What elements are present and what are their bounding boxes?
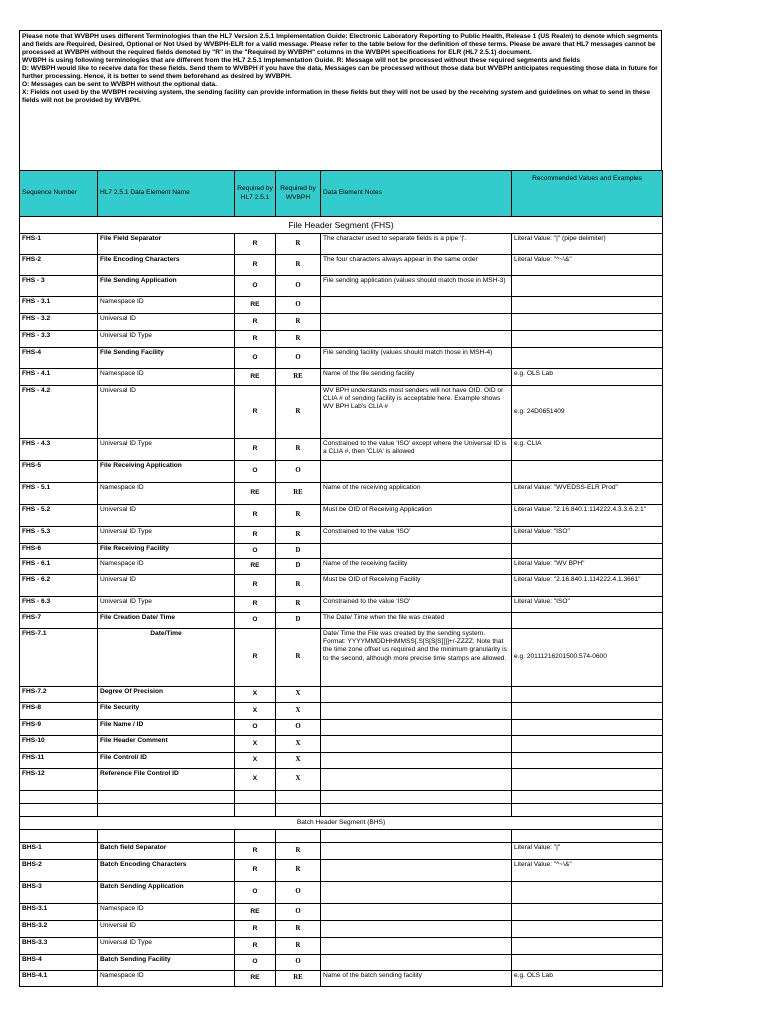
table-row xyxy=(20,544,663,559)
sequence-number-cell: FHS - 6.2 xyxy=(20,575,98,597)
required-hl7-cell: R xyxy=(235,575,276,597)
recommended-values-cell xyxy=(512,921,663,938)
sequence-number-cell: FHS-7.2 xyxy=(20,687,98,703)
recommended-values-cell xyxy=(512,882,663,904)
sequence-number-cell: FHS-6 xyxy=(20,544,98,559)
table-row xyxy=(20,255,663,276)
recommended-values-cell xyxy=(512,938,663,955)
recommended-values-cell: Literal Value: "2.16.840.1.114222.4.1.3661" xyxy=(512,575,663,597)
empty-cell xyxy=(321,804,512,817)
required-hl7-cell: O xyxy=(235,544,276,559)
element-name-cell: Batch Sending Facility xyxy=(98,955,235,971)
table-row xyxy=(20,527,663,544)
table-row xyxy=(20,234,663,255)
required-wvbph-cell: X xyxy=(276,769,321,791)
required-hl7-cell: RE xyxy=(235,369,276,386)
recommended-values-cell xyxy=(512,297,663,314)
element-notes-cell xyxy=(321,882,512,904)
table-row xyxy=(20,736,663,753)
table-row xyxy=(20,597,663,613)
required-hl7-cell: RE xyxy=(235,904,276,921)
element-name-cell: File Creation Date/ Time xyxy=(98,613,235,629)
table-row xyxy=(20,559,663,575)
element-notes-cell xyxy=(321,703,512,720)
note-paragraph: WVBPH is using following terminologies that are different from the HL7 2.5.1 Implementation Guide. R: Message will not be processed without these required segments and fields xyxy=(22,57,580,65)
recommended-values-cell xyxy=(512,461,663,483)
table-row xyxy=(20,629,663,687)
sequence-number-cell: FHS-11 xyxy=(20,753,98,769)
element-notes-cell: Name of the receiving facility xyxy=(321,559,512,575)
element-name-cell: Namespace ID xyxy=(98,559,235,575)
sequence-number-cell: FHS-1 xyxy=(20,234,98,255)
recommended-values-cell xyxy=(512,687,663,703)
element-name-cell: Batch Encoding Characters xyxy=(98,860,235,882)
required-wvbph-cell: R xyxy=(276,331,321,348)
required-hl7-cell: R xyxy=(235,314,276,331)
required-wvbph-cell: RE xyxy=(276,369,321,386)
sequence-number-cell: FHS - 3.1 xyxy=(20,297,98,314)
recommended-values-cell: Literal Value: "2.16.840.1.114222.4.3.3.6.2.1" xyxy=(512,505,663,527)
sequence-number-cell: FHS - 4.3 xyxy=(20,439,98,461)
sequence-number-cell: BHS-1 xyxy=(20,843,98,860)
recommended-values-cell: Literal Value: "ISO" xyxy=(512,527,663,544)
empty-cell xyxy=(235,830,276,843)
element-notes-cell: WV BPH understands most senders will not have OID. OID or CLIA # of sending facility is acceptable here. Example shows WV BPH Lab's CLIA # xyxy=(321,386,512,439)
table-row xyxy=(20,860,663,882)
recommended-values-cell: e.g. CLIA xyxy=(512,439,663,461)
hl7-element-table xyxy=(19,170,663,987)
sequence-number-cell: FHS - 6.1 xyxy=(20,559,98,575)
empty-cell xyxy=(20,830,98,843)
empty-cell xyxy=(20,804,98,817)
note-paragraph: O: Messages can be sent to WVBPH without the optional data. xyxy=(22,81,217,89)
table-row xyxy=(20,439,663,461)
recommended-values-cell xyxy=(512,331,663,348)
segment-title-row xyxy=(20,817,663,830)
element-name-cell: Namespace ID xyxy=(98,483,235,505)
element-name-cell: Universal ID xyxy=(98,505,235,527)
table-row xyxy=(20,843,663,860)
sequence-number-cell: FHS - 3.2 xyxy=(20,314,98,331)
segment-title-row xyxy=(20,217,663,234)
element-name-cell: File Encoding Characters xyxy=(98,255,235,276)
element-notes-cell xyxy=(321,687,512,703)
required-hl7-cell: R xyxy=(235,234,276,255)
sequence-number-cell: BHS-3.3 xyxy=(20,938,98,955)
required-wvbph-cell: D xyxy=(276,613,321,629)
required-hl7-cell: X xyxy=(235,736,276,753)
table-row xyxy=(20,369,663,386)
recommended-values-cell xyxy=(512,955,663,971)
recommended-values-cell xyxy=(512,613,663,629)
empty-cell xyxy=(20,791,98,804)
element-name-cell: Namespace ID xyxy=(98,297,235,314)
element-name-cell: File Sending Facility xyxy=(98,348,235,369)
table-row xyxy=(20,483,663,505)
segment-title-bhs: Batch Header Segment (BHS) xyxy=(20,817,663,830)
element-name-cell: File Receiving Application xyxy=(98,461,235,483)
element-name-cell: File Header Comment xyxy=(98,736,235,753)
required-wvbph-cell: RE xyxy=(276,483,321,505)
sequence-number-cell: FHS-9 xyxy=(20,720,98,736)
table-row xyxy=(20,276,663,297)
element-name-cell: Namespace ID xyxy=(98,971,235,987)
table-row xyxy=(20,882,663,904)
sequence-number-cell: FHS-7 xyxy=(20,613,98,629)
recommended-values-cell xyxy=(512,753,663,769)
sequence-number-cell: FHS-2 xyxy=(20,255,98,276)
recommended-values-cell: e.g. OLS Lab xyxy=(512,971,663,987)
element-name-cell: Universal ID xyxy=(98,386,235,439)
col-header-required-wvbph: Required by WVBPH xyxy=(276,171,321,217)
col-header-element-notes: Data Element Notes xyxy=(321,171,512,217)
empty-cell xyxy=(512,804,663,817)
segment-title-fhs: File Header Segment (FHS) xyxy=(20,217,663,234)
table-row xyxy=(20,904,663,921)
sequence-number-cell: FHS - 3.3 xyxy=(20,331,98,348)
element-name-cell: Date/Time xyxy=(98,629,235,687)
element-name-cell: File Field Separator xyxy=(98,234,235,255)
required-wvbph-cell: X xyxy=(276,753,321,769)
table-row xyxy=(20,753,663,769)
required-wvbph-cell: O xyxy=(276,904,321,921)
recommended-values-cell: Literal Value: "^~\&" xyxy=(512,255,663,276)
recommended-values-cell: e.g. 20111216201500.574-0600 xyxy=(512,629,663,687)
element-name-cell: File Security xyxy=(98,703,235,720)
required-hl7-cell: X xyxy=(235,687,276,703)
table-row xyxy=(20,769,663,791)
required-wvbph-cell: R xyxy=(276,860,321,882)
recommended-values-cell xyxy=(512,720,663,736)
table-row xyxy=(20,938,663,955)
recommended-values-cell xyxy=(512,314,663,331)
element-name-cell: Universal ID xyxy=(98,921,235,938)
required-hl7-cell: RE xyxy=(235,971,276,987)
required-hl7-cell: R xyxy=(235,255,276,276)
required-wvbph-cell: R xyxy=(276,439,321,461)
element-name-cell: Batch Sending Application xyxy=(98,882,235,904)
required-hl7-cell: O xyxy=(235,276,276,297)
required-hl7-cell: R xyxy=(235,331,276,348)
sequence-number-cell: BHS-3.2 xyxy=(20,921,98,938)
empty-cell xyxy=(276,804,321,817)
element-notes-cell xyxy=(321,904,512,921)
blank-row xyxy=(20,804,663,817)
required-wvbph-cell: R xyxy=(276,629,321,687)
recommended-values-cell xyxy=(512,276,663,297)
table-header-row xyxy=(20,171,663,217)
recommended-values-cell xyxy=(512,544,663,559)
element-notes-cell xyxy=(321,297,512,314)
element-notes-cell: The four characters always appear in the same order xyxy=(321,255,512,276)
required-hl7-cell: R xyxy=(235,921,276,938)
table-row xyxy=(20,348,663,369)
sequence-number-cell: FHS - 3 xyxy=(20,276,98,297)
sequence-number-cell: FHS - 4.2 xyxy=(20,386,98,439)
empty-cell xyxy=(98,791,235,804)
required-hl7-cell: R xyxy=(235,439,276,461)
element-notes-cell: Name of the receiving application xyxy=(321,483,512,505)
required-wvbph-cell: X xyxy=(276,687,321,703)
empty-cell xyxy=(512,791,663,804)
required-wvbph-cell: O xyxy=(276,955,321,971)
element-name-cell: File Receiving Facility xyxy=(98,544,235,559)
table-row xyxy=(20,297,663,314)
recommended-values-cell: e.g. OLS Lab xyxy=(512,369,663,386)
element-notes-cell xyxy=(321,769,512,791)
recommended-values-cell: e.g. 24D0651409 xyxy=(512,386,663,439)
note-paragraph: D: WVBPH would like to receive data for these fields. Send them to WVBPH if you have the data. Messages can be processed without those data but WVBPH anticipates requesting those data in future for further processing. Hence, it is better to send them beforehand as desired by WVBPH. xyxy=(22,65,658,81)
element-name-cell: Universal ID xyxy=(98,314,235,331)
element-notes-cell xyxy=(321,331,512,348)
sequence-number-cell: FHS-12 xyxy=(20,769,98,791)
element-name-cell: Reference File Control ID xyxy=(98,769,235,791)
required-wvbph-cell: O xyxy=(276,348,321,369)
recommended-values-cell xyxy=(512,736,663,753)
col-header-element-name: HL7 2.5.1 Data Element Name xyxy=(98,171,235,217)
required-hl7-cell: O xyxy=(235,882,276,904)
table-row xyxy=(20,505,663,527)
required-wvbph-cell: R xyxy=(276,527,321,544)
sequence-number-cell: FHS-5 xyxy=(20,461,98,483)
sequence-number-cell: BHS-4.1 xyxy=(20,971,98,987)
required-hl7-cell: R xyxy=(235,597,276,613)
required-wvbph-cell: R xyxy=(276,505,321,527)
required-hl7-cell: R xyxy=(235,843,276,860)
element-notes-cell: Must be OID of Receiving Application xyxy=(321,505,512,527)
required-hl7-cell: O xyxy=(235,613,276,629)
empty-cell xyxy=(276,791,321,804)
sequence-number-cell: BHS-4 xyxy=(20,955,98,971)
col-header-required-hl7: Required by HL7 2.5.1 xyxy=(235,171,276,217)
element-notes-cell: File sending facility (values should match those in MSH-4) xyxy=(321,348,512,369)
element-name-cell: File Control/ ID xyxy=(98,753,235,769)
empty-cell xyxy=(512,830,663,843)
recommended-values-cell xyxy=(512,769,663,791)
required-wvbph-cell: R xyxy=(276,575,321,597)
element-notes-cell xyxy=(321,921,512,938)
recommended-values-cell xyxy=(512,703,663,720)
sequence-number-cell: FHS - 4.1 xyxy=(20,369,98,386)
element-notes-cell xyxy=(321,955,512,971)
recommended-values-cell: Literal Value: "^~\&" xyxy=(512,860,663,882)
element-notes-cell: Constrained to the value 'ISO' except where the Universal ID is a CLIA #, then 'CLIA' is allowed xyxy=(321,439,512,461)
element-name-cell: File Name / ID xyxy=(98,720,235,736)
element-notes-cell xyxy=(321,938,512,955)
element-name-cell: Degree Of Precision xyxy=(98,687,235,703)
element-notes-cell xyxy=(321,753,512,769)
sequence-number-cell: BHS-3 xyxy=(20,882,98,904)
required-wvbph-cell: O xyxy=(276,276,321,297)
required-wvbph-cell: X xyxy=(276,736,321,753)
recommended-values-cell: Literal Value: "WV BPH" xyxy=(512,559,663,575)
recommended-values-cell xyxy=(512,348,663,369)
sequence-number-cell: FHS - 5.2 xyxy=(20,505,98,527)
element-notes-cell: The character used to separate fields is a pipe '|'. xyxy=(321,234,512,255)
required-hl7-cell: R xyxy=(235,938,276,955)
element-name-cell: Universal ID Type xyxy=(98,938,235,955)
element-notes-cell: Date/ Time the File was created by the sending system. Format: YYYYMMDDHHMMSS[.S[S[S[S]]]]+/-ZZZZ. Note that the time zone offset us required and the minimum granularity is to the second, although more precise time stamps are allowed. xyxy=(321,629,512,687)
element-name-cell: Universal ID Type xyxy=(98,331,235,348)
required-hl7-cell: R xyxy=(235,629,276,687)
required-wvbph-cell: O xyxy=(276,461,321,483)
col-header-recommended-values: Recommended Values and Examples xyxy=(512,171,663,217)
element-notes-cell xyxy=(321,736,512,753)
recommended-values-cell: Literal Value: "|" (pipe delimiter) xyxy=(512,234,663,255)
required-wvbph-cell: R xyxy=(276,255,321,276)
blank-row xyxy=(20,791,663,804)
element-notes-cell: Constrained to the value 'ISO' xyxy=(321,527,512,544)
table-row xyxy=(20,720,663,736)
table-row xyxy=(20,575,663,597)
sequence-number-cell: FHS-10 xyxy=(20,736,98,753)
required-wvbph-cell: R xyxy=(276,314,321,331)
required-hl7-cell: X xyxy=(235,703,276,720)
table-row xyxy=(20,314,663,331)
required-hl7-cell: O xyxy=(235,955,276,971)
required-wvbph-cell: RE xyxy=(276,971,321,987)
recommended-values-cell xyxy=(512,904,663,921)
required-hl7-cell: R xyxy=(235,505,276,527)
table-row xyxy=(20,461,663,483)
sequence-number-cell: FHS - 6.3 xyxy=(20,597,98,613)
table-row xyxy=(20,386,663,439)
required-wvbph-cell: R xyxy=(276,938,321,955)
element-name-cell: Namespace ID xyxy=(98,904,235,921)
required-wvbph-cell: O xyxy=(276,720,321,736)
element-notes-cell: Constrained to the value 'ISO' xyxy=(321,597,512,613)
element-notes-cell: File sending application (values should match those in MSH-3) xyxy=(321,276,512,297)
element-name-cell: Namespace ID xyxy=(98,369,235,386)
terminology-notes xyxy=(19,30,662,170)
empty-cell xyxy=(235,791,276,804)
table-row xyxy=(20,955,663,971)
required-hl7-cell: R xyxy=(235,386,276,439)
element-notes-cell xyxy=(321,860,512,882)
required-wvbph-cell: R xyxy=(276,386,321,439)
sequence-number-cell: BHS-2 xyxy=(20,860,98,882)
required-wvbph-cell: X xyxy=(276,703,321,720)
required-hl7-cell: RE xyxy=(235,559,276,575)
empty-cell xyxy=(321,791,512,804)
table-row xyxy=(20,703,663,720)
element-name-cell: File Sending Application xyxy=(98,276,235,297)
empty-cell xyxy=(276,830,321,843)
sequence-number-cell: FHS - 5.3 xyxy=(20,527,98,544)
col-header-sequence: Sequence Number xyxy=(20,171,98,217)
note-paragraph: X: Fields not used by the WVBPH receiving system, the sending facility can provide information in these fields but they will not be used by the receiving system and guidelines on what to send in these fields will not be provided by WVBPH. xyxy=(22,89,650,105)
table-row xyxy=(20,613,663,629)
element-notes-cell xyxy=(321,314,512,331)
empty-cell xyxy=(98,830,235,843)
empty-cell xyxy=(235,804,276,817)
element-notes-cell xyxy=(321,843,512,860)
element-notes-cell xyxy=(321,720,512,736)
required-wvbph-cell: D xyxy=(276,559,321,575)
element-name-cell: Batch field Separator xyxy=(98,843,235,860)
required-wvbph-cell: R xyxy=(276,921,321,938)
element-notes-cell: Name of the batch sending facility xyxy=(321,971,512,987)
element-name-cell: Universal ID Type xyxy=(98,527,235,544)
required-wvbph-cell: O xyxy=(276,882,321,904)
element-name-cell: Universal ID Type xyxy=(98,597,235,613)
required-wvbph-cell: R xyxy=(276,843,321,860)
empty-cell xyxy=(321,830,512,843)
table-row xyxy=(20,331,663,348)
required-hl7-cell: X xyxy=(235,769,276,791)
element-notes-cell xyxy=(321,461,512,483)
required-hl7-cell: O xyxy=(235,348,276,369)
element-name-cell: Universal ID Type xyxy=(98,439,235,461)
empty-cell xyxy=(98,804,235,817)
sequence-number-cell: BHS-3.1 xyxy=(20,904,98,921)
required-hl7-cell: RE xyxy=(235,297,276,314)
element-notes-cell: Name of the file sending facility xyxy=(321,369,512,386)
required-wvbph-cell: R xyxy=(276,234,321,255)
required-hl7-cell: O xyxy=(235,720,276,736)
required-hl7-cell: X xyxy=(235,753,276,769)
element-notes-cell: Must be OID of Receiving Facility xyxy=(321,575,512,597)
recommended-values-cell: Literal Value: "WVEDSS-ELR Prod" xyxy=(512,483,663,505)
sequence-number-cell: FHS-4 xyxy=(20,348,98,369)
note-paragraph: Please note that WVBPH uses different Terminologies than the HL7 Version 2.5.1 Implementation Guide: Electronic Laboratory Reporting to Public Health, Release 1 (US Realm) to denote which segments and fields are Required, Desired, Optional or Not Used by WVBPH-ELR for a valid message. Please refer to the table below for the definition of these terms. Please be aware that HL7 messages cannot be processed at WVBPH without the required fields denoted by "R" in the "Required by WVBPH" columns in the WVBPH specifications for ELR (HL7 2.5.1) document. xyxy=(22,33,658,57)
element-name-cell: Universal ID xyxy=(98,575,235,597)
element-notes-cell: The Date/ Time when the file was created xyxy=(321,613,512,629)
blank-row xyxy=(20,830,663,843)
element-notes-cell xyxy=(321,544,512,559)
table-row xyxy=(20,971,663,987)
specification-sheet xyxy=(19,30,662,987)
required-hl7-cell: R xyxy=(235,860,276,882)
required-wvbph-cell: O xyxy=(276,297,321,314)
table-row xyxy=(20,687,663,703)
required-wvbph-cell: D xyxy=(276,544,321,559)
required-hl7-cell: RE xyxy=(235,483,276,505)
required-hl7-cell: R xyxy=(235,527,276,544)
recommended-values-cell: Literal Value: "ISO" xyxy=(512,597,663,613)
sequence-number-cell: FHS-7.1 xyxy=(20,629,98,687)
table-row xyxy=(20,921,663,938)
sequence-number-cell: FHS-8 xyxy=(20,703,98,720)
required-hl7-cell: O xyxy=(235,461,276,483)
recommended-values-cell: Literal Value: "|" xyxy=(512,843,663,860)
required-wvbph-cell: R xyxy=(276,597,321,613)
sequence-number-cell: FHS - 5.1 xyxy=(20,483,98,505)
